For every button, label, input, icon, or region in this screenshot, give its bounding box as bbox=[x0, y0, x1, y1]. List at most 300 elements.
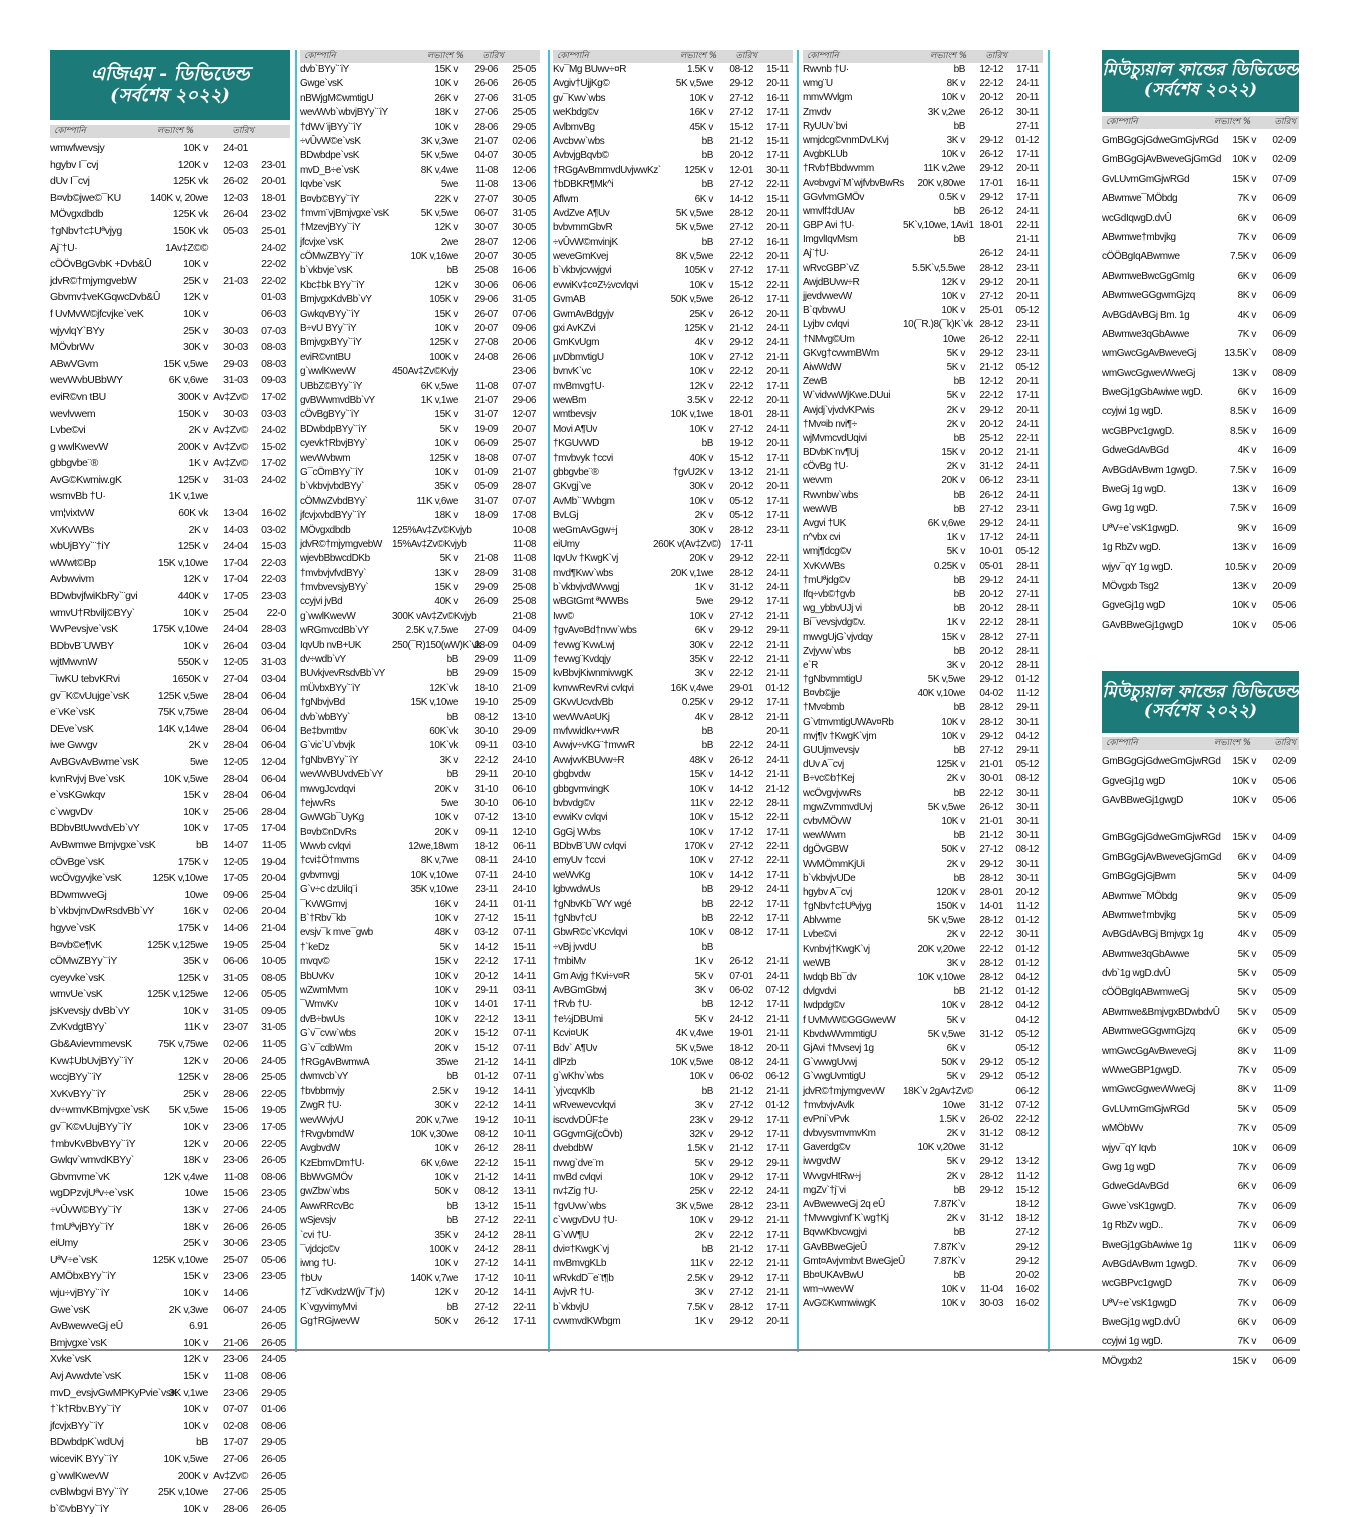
dividend-table bbox=[553, 63, 793, 1329]
table-row bbox=[50, 256, 290, 273]
record-date: 10-01 bbox=[979, 546, 1003, 558]
table-row bbox=[300, 164, 540, 178]
record-date: 21-07 bbox=[474, 135, 498, 147]
dividend-value: 5.5K`v,5.5we bbox=[912, 262, 965, 274]
dividend-value: 5K v bbox=[1237, 909, 1256, 921]
table-row bbox=[553, 106, 793, 120]
record-date: 22-12 bbox=[729, 366, 753, 378]
record-date: 16-09 bbox=[1272, 542, 1296, 554]
dividend-value: bB bbox=[953, 588, 965, 600]
dividend-value: 20K v bbox=[434, 1042, 458, 1054]
record-date: 20-07 bbox=[474, 251, 498, 263]
agm-date: 28-11 bbox=[1016, 617, 1039, 629]
dividend-value: 6K v bbox=[1237, 851, 1256, 863]
company-name: ABwVGvm bbox=[50, 357, 98, 370]
agm-date: 07-12 bbox=[765, 985, 789, 996]
record-date: 14-01 bbox=[979, 901, 1003, 913]
company-name: ccyjwi 1g wgD. bbox=[1102, 1336, 1163, 1348]
dividend-value: 125K v bbox=[684, 323, 713, 335]
record-date: 07-12 bbox=[474, 812, 498, 824]
table-row bbox=[50, 488, 290, 505]
agm-date: 05-06 bbox=[261, 1253, 286, 1266]
dividend-value: 10K v bbox=[183, 1004, 208, 1017]
agm-date: 23-11 bbox=[1016, 475, 1039, 487]
record-date: 22-12 bbox=[979, 929, 1003, 941]
record-date: 02-06 bbox=[223, 1038, 248, 1051]
table-row bbox=[553, 221, 793, 235]
dividend-value: 175K v bbox=[177, 921, 208, 934]
agm-date: 24-11 bbox=[1016, 574, 1039, 586]
company-name: wcGBPvc1gwgD. bbox=[1102, 425, 1175, 437]
agm-date: 06-04 bbox=[261, 689, 286, 702]
agm-date: 08-03 bbox=[261, 357, 286, 370]
table-row bbox=[553, 336, 793, 350]
dividend-value: 10.5K v bbox=[1224, 561, 1256, 573]
company-name: wmGwcGgwevWweGj bbox=[1102, 367, 1195, 379]
dividend-value: 50K v bbox=[434, 1186, 458, 1198]
company-name: cÖvBge`vsK bbox=[50, 855, 105, 868]
agm-date: 06-10 bbox=[512, 797, 536, 809]
table-row bbox=[50, 1136, 290, 1153]
dividend-value: 170K v bbox=[684, 841, 713, 853]
record-date: 29-12 bbox=[729, 1172, 753, 1184]
company-name: wjyv¯qY 1g wgD. bbox=[1102, 561, 1173, 573]
record-date: 20-12 bbox=[979, 645, 1003, 657]
record-date: 20-12 bbox=[979, 603, 1003, 615]
dividend-value: bB bbox=[701, 898, 713, 910]
company-name: Aj¨†U· bbox=[803, 248, 829, 260]
agm-date: 05-12 bbox=[1015, 361, 1039, 373]
record-date: 14-12 bbox=[474, 941, 498, 953]
agm-date: 11-12 bbox=[1016, 901, 1039, 913]
agm-date: 30-11 bbox=[1016, 858, 1039, 870]
title-main: এজিএম - ডিভিডেন্ড bbox=[90, 62, 250, 85]
agm-date: 22-12 bbox=[1015, 1113, 1039, 1125]
table-row bbox=[300, 1128, 540, 1142]
company-name: g wwlKwevW bbox=[50, 440, 108, 453]
table-row bbox=[50, 140, 290, 157]
table-row bbox=[553, 135, 793, 149]
agm-date: 06-04 bbox=[261, 789, 286, 802]
dividend-value: 18K v bbox=[434, 107, 458, 119]
record-date: 06-09 bbox=[1272, 1297, 1296, 1309]
record-date: 05-09 bbox=[474, 481, 498, 493]
table-row bbox=[50, 1484, 290, 1501]
record-date: 29-12 bbox=[729, 553, 753, 565]
dividend-value: 10K v bbox=[434, 1013, 458, 1025]
dividend-value: 5K v bbox=[694, 1013, 713, 1025]
company-name: Be‡bvmtbv bbox=[300, 725, 347, 737]
mutual-fund-table-1 bbox=[1102, 131, 1299, 635]
agm-date: 21-11 bbox=[766, 351, 789, 363]
dividend-value: 13K v bbox=[1232, 484, 1256, 496]
record-date: 31-05 bbox=[223, 971, 248, 984]
dividend-value: 1K v,1we bbox=[168, 490, 208, 503]
company-name: WvPevsjve`vsK bbox=[50, 623, 118, 636]
record-date: 14-12 bbox=[729, 869, 753, 881]
company-name: Kv¯Mg BUwv÷¤R bbox=[553, 64, 627, 75]
dividend-value: bB bbox=[195, 1436, 208, 1449]
record-date: 26-12 bbox=[979, 205, 1003, 217]
company-name: cyevk†RbvjBYy` bbox=[300, 438, 368, 450]
company-name: †mvbvyk †ccvi bbox=[553, 452, 613, 464]
agm-date: 18-12 bbox=[1015, 1199, 1039, 1210]
record-date: 28-12 bbox=[979, 972, 1003, 983]
agm-date bbox=[248, 1285, 286, 1302]
agm-date: 24-11 bbox=[766, 337, 789, 349]
dividend-value: bB bbox=[953, 745, 965, 756]
agm-date: 11-08 bbox=[513, 553, 536, 565]
table-row bbox=[50, 1019, 290, 1036]
record-date: 29-12 bbox=[979, 134, 1003, 146]
company-name: mvj¶v †KwgK`vjm bbox=[803, 730, 877, 742]
table-row bbox=[803, 673, 1043, 687]
record-date: 06-09 bbox=[1272, 231, 1296, 243]
company-name: ABwmweGGgwmGjzq bbox=[1102, 1026, 1195, 1038]
table-row bbox=[1102, 1158, 1299, 1177]
dividend-value: bB bbox=[953, 603, 965, 615]
agm-date: 23-11 bbox=[766, 524, 789, 536]
dividend-value: 20K v bbox=[434, 783, 458, 795]
company-name: Av¤bvgvi¨M`wjfvbvBwRs bbox=[803, 177, 904, 189]
agm-date: 16-02 bbox=[261, 507, 286, 520]
table-row bbox=[50, 854, 290, 871]
record-date: 30-06 bbox=[474, 279, 498, 291]
dividend-value: 4K v bbox=[1237, 309, 1256, 321]
agm-date: 03-02 bbox=[261, 523, 286, 536]
dividend-value: 20K v,7we bbox=[415, 1114, 458, 1126]
agm-date: 20-11 bbox=[1016, 276, 1039, 288]
table-row bbox=[300, 970, 540, 984]
dividend-value: 8K v,5we bbox=[675, 251, 713, 263]
company-name: Kvnbvj†KwgK`vj bbox=[803, 943, 870, 955]
record-date: 11-09 bbox=[1273, 1045, 1296, 1057]
company-name: weWB bbox=[803, 957, 831, 969]
dividend-value: 5K v,5we bbox=[927, 674, 965, 686]
company-name: mmvWvlgm bbox=[803, 92, 853, 104]
table-row bbox=[803, 886, 1043, 900]
company-name: Gwe`vsK bbox=[50, 1303, 90, 1316]
record-date: 19-09 bbox=[474, 423, 498, 435]
agm-date: 20-01 bbox=[261, 175, 286, 188]
agm-date: 20-11 bbox=[1016, 163, 1039, 175]
company-name: GwkqvBYy`¨iY bbox=[300, 308, 360, 320]
table-row bbox=[1102, 867, 1299, 886]
agm-date: 21-11 bbox=[766, 1085, 789, 1097]
company-name: eviR©vntBU bbox=[300, 351, 351, 363]
agm-date: 23-11 bbox=[1016, 319, 1039, 331]
dividend-value: 14K v,14we bbox=[157, 722, 208, 735]
dividend-value: 25K v bbox=[689, 1186, 713, 1198]
company-name: gv¯Kwv`wbs bbox=[553, 92, 606, 104]
table-row bbox=[803, 772, 1043, 786]
agm-date: 04-09 bbox=[512, 639, 536, 651]
company-name: GmBGgGjGdweGmGjwRGd bbox=[1102, 756, 1221, 768]
table-row bbox=[1102, 1003, 1299, 1022]
table-row bbox=[803, 943, 1043, 957]
record-date: 26-12 bbox=[729, 294, 753, 306]
agm-date: 23-02 bbox=[261, 208, 286, 221]
record-date: 30-03 bbox=[223, 341, 248, 354]
dividend-value: 125K v bbox=[429, 452, 458, 464]
company-name: AwjdBUvw÷R bbox=[803, 276, 860, 288]
dividend-value: bB bbox=[446, 769, 458, 781]
dividend-value: 200K v bbox=[177, 1469, 208, 1482]
dividend-value: 9K v bbox=[1237, 890, 1256, 902]
dividend-value: 5K v bbox=[439, 941, 458, 953]
table-row bbox=[300, 308, 540, 322]
agm-date: 04-12 bbox=[1015, 1000, 1039, 1012]
table-row bbox=[300, 581, 540, 595]
dividend-value: 250(¯R)150(wW)K`vk bbox=[392, 639, 481, 651]
record-date: 25-01 bbox=[979, 305, 1003, 317]
company-name: evPni`vPvk bbox=[803, 1113, 850, 1125]
table-row bbox=[1102, 791, 1299, 810]
agm-date: 20-12 bbox=[1015, 886, 1039, 898]
agm-date: 29-11 bbox=[1016, 745, 1039, 756]
company-name: b`vkbvjnvDwRsdvBb`vY bbox=[50, 905, 155, 918]
table-row bbox=[300, 1214, 540, 1228]
agm-date: 17-11 bbox=[1016, 191, 1039, 203]
record-date: 28-12 bbox=[979, 957, 1003, 969]
dividend-value: 13.5K`v bbox=[1224, 348, 1256, 360]
table-row bbox=[50, 1169, 290, 1186]
record-date: 22-12 bbox=[474, 754, 498, 766]
company-name: †bUv bbox=[300, 1272, 322, 1284]
table-row bbox=[553, 811, 793, 825]
record-date: 28-12 bbox=[979, 1170, 1003, 1182]
company-name: †gvUvw`wbs bbox=[553, 1200, 606, 1212]
table-row bbox=[553, 1027, 793, 1041]
agm-date: 28-11 bbox=[1016, 603, 1039, 615]
record-date: 27-12 bbox=[474, 1215, 498, 1227]
table-row bbox=[50, 1086, 290, 1103]
record-date bbox=[965, 1085, 1003, 1099]
company-name: BDbvB¨UW cvlqvi bbox=[553, 841, 626, 853]
record-date: 17-12 bbox=[729, 826, 753, 838]
table-row bbox=[553, 840, 793, 854]
dividend-value: 5K v bbox=[439, 553, 458, 565]
table-row bbox=[300, 826, 540, 840]
table-header bbox=[553, 50, 793, 63]
dividend-value: 25K v bbox=[183, 274, 208, 287]
agm-date: 10-11 bbox=[513, 1272, 536, 1284]
dividend-value: 5K v bbox=[439, 423, 458, 435]
table-row bbox=[300, 783, 540, 797]
table-row bbox=[803, 616, 1043, 630]
agm-date: 24-11 bbox=[766, 582, 789, 594]
agm-date: 24-11 bbox=[1016, 461, 1039, 473]
table-row bbox=[300, 63, 540, 77]
dividend-value: 5K v bbox=[1237, 1103, 1256, 1115]
dividend-value: 2K v bbox=[946, 1128, 965, 1140]
table-row bbox=[553, 408, 793, 422]
company-name: AvG©KwmwiwgK bbox=[803, 1298, 876, 1310]
company-name: weKbdg©v bbox=[553, 107, 599, 119]
company-name: jdvR©†mjymgvevW bbox=[803, 1085, 885, 1097]
dividend-value: 18K`v 2gAv‡Zv© bbox=[903, 1085, 973, 1097]
agm-date: 28-11 bbox=[1016, 560, 1039, 572]
dividend-value: 10K v,1we bbox=[670, 409, 713, 421]
agm-date: 27-11 bbox=[1016, 588, 1039, 600]
record-date: 03-12 bbox=[474, 927, 498, 939]
table-row bbox=[803, 1283, 1043, 1297]
dividend-value: 10K v bbox=[941, 1284, 965, 1296]
company-name: AvBGdAvBwm 1gwgD. bbox=[1102, 464, 1198, 476]
table-row bbox=[50, 339, 290, 356]
record-date bbox=[965, 1198, 1003, 1212]
agm-date: 17-11 bbox=[766, 596, 789, 608]
record-date: 22-12 bbox=[729, 380, 753, 392]
table-row bbox=[803, 120, 1043, 134]
table-row bbox=[300, 236, 540, 250]
dividend-value: 2.5K v,7.5we bbox=[405, 625, 458, 637]
agm-date: 10-08 bbox=[512, 524, 536, 536]
record-date: 07-01 bbox=[729, 970, 753, 982]
record-date: 12-12 bbox=[729, 999, 753, 1011]
table-row bbox=[50, 1368, 290, 1385]
agm-date: 23-11 bbox=[766, 1200, 789, 1212]
dividend-value: 6K v bbox=[1237, 1181, 1256, 1193]
dividend-value: bB bbox=[953, 376, 965, 388]
table-row bbox=[553, 1128, 793, 1142]
table-row bbox=[300, 351, 540, 365]
company-name: b`vkbvjvUDe bbox=[803, 872, 856, 884]
record-date: 21-12 bbox=[729, 135, 753, 147]
company-name: wjMvmcvdUqivi bbox=[803, 432, 867, 444]
company-name: kvBbvjKiwnmivwgK bbox=[553, 668, 633, 680]
agm-date: 30-11 bbox=[1016, 106, 1039, 118]
table-row bbox=[553, 595, 793, 609]
agm-date: 24-02 bbox=[261, 473, 286, 486]
company-name: GjAvi †Mvsevj 1g bbox=[803, 1042, 874, 1054]
record-date: 17-01 bbox=[979, 177, 1003, 189]
agm-date: 15-11 bbox=[766, 193, 789, 205]
agm-date: 30-11 bbox=[1016, 815, 1039, 827]
company-name: Avbwvivm bbox=[50, 573, 94, 586]
company-name: Iwdqb Bb¯dv bbox=[803, 972, 857, 983]
agm-date: 24-10 bbox=[512, 855, 536, 867]
agm-date: 17-11 bbox=[766, 697, 789, 709]
company-name: †Rvb †U· bbox=[553, 999, 593, 1011]
table-row bbox=[300, 437, 540, 451]
agm-date: 01-12 bbox=[765, 682, 789, 694]
record-date: 25-06 bbox=[223, 805, 248, 818]
record-date: 27-12 bbox=[729, 107, 753, 119]
agm-date: 11-05 bbox=[261, 1038, 286, 1051]
company-name: BDwmwveGj bbox=[50, 888, 107, 901]
record-date: 28-09 bbox=[474, 567, 498, 579]
record-date: 06-09 bbox=[1272, 212, 1296, 224]
dividend-value: 35K v bbox=[689, 654, 713, 666]
agm-date: 20-02 bbox=[1015, 1269, 1039, 1281]
agm-date: 06-12 bbox=[765, 1071, 789, 1083]
record-date: 17-05 bbox=[223, 822, 248, 835]
dividend-value: 1K v bbox=[694, 1315, 713, 1327]
agm-date: 26-05 bbox=[261, 1220, 286, 1233]
record-date: 21-12 bbox=[979, 830, 1003, 842]
company-name: b`vkbvje`vsK bbox=[300, 265, 353, 277]
table-row bbox=[1102, 1332, 1299, 1351]
agm-date: 13-11 bbox=[513, 1186, 536, 1198]
agm-date: 14-11 bbox=[513, 970, 536, 982]
table-row bbox=[50, 1202, 290, 1219]
dividend-value: 12K v bbox=[183, 1353, 208, 1366]
table-row bbox=[50, 1418, 290, 1435]
table-row bbox=[1102, 1274, 1299, 1293]
table-row bbox=[300, 711, 540, 725]
dividend-value: 18K v bbox=[183, 1154, 208, 1167]
table-row bbox=[50, 605, 290, 622]
table-row bbox=[553, 495, 793, 509]
company-name: Avj Avwdvte`vsK bbox=[50, 1369, 122, 1382]
dividend-value: 5K v,5we bbox=[168, 1104, 208, 1117]
record-date: 05-06 bbox=[1272, 600, 1296, 612]
company-name: mvD_evsjvGwMPKyPvie`vsK bbox=[50, 1386, 178, 1399]
company-name: G`vwgUvmtigU bbox=[803, 1071, 866, 1083]
table-row bbox=[50, 1351, 290, 1368]
dividend-value: 30K v bbox=[689, 639, 713, 651]
record-date: 13-04 bbox=[223, 507, 248, 520]
table-row bbox=[50, 206, 290, 223]
agm-date: 23-01 bbox=[261, 158, 286, 171]
record-date: 17-04 bbox=[223, 573, 248, 586]
dividend-value: 7K v bbox=[1237, 1278, 1256, 1290]
dividend-value: 30K v bbox=[689, 524, 713, 536]
dividend-value: 8K v,7we bbox=[420, 855, 458, 867]
table-row bbox=[1102, 772, 1299, 791]
record-date: 11-08 bbox=[475, 380, 498, 392]
record-date: 21-08 bbox=[474, 553, 498, 565]
dividend-value: 7K v bbox=[1237, 1123, 1256, 1135]
table-row bbox=[553, 1185, 793, 1199]
company-name: wRvewevcvlqvi bbox=[553, 1100, 616, 1112]
company-name: lgbvwdwUs bbox=[553, 884, 600, 896]
company-name: wRGmvcdBb`vY bbox=[300, 625, 369, 637]
record-date: 20-12 bbox=[474, 970, 498, 982]
record-date: 26-06 bbox=[223, 1220, 248, 1233]
record-date: 29-12 bbox=[979, 730, 1003, 742]
dividend-value: 15K v bbox=[434, 64, 458, 75]
record-date: 06-09 bbox=[1272, 1220, 1296, 1232]
dividend-value: 6K v bbox=[1237, 387, 1256, 399]
company-name: hgybv A¯cvj bbox=[803, 886, 852, 898]
table-row bbox=[50, 1252, 290, 1269]
company-name: dvb`wbBYy` bbox=[300, 711, 350, 723]
company-name: bvbvdg©v bbox=[553, 797, 595, 809]
dividend-value: 2K v bbox=[946, 1213, 965, 1225]
dividend-value: 125K v,125we bbox=[147, 938, 208, 951]
agm-date: 23-11 bbox=[1016, 347, 1039, 359]
table-row bbox=[300, 193, 540, 207]
record-date: 29-12 bbox=[979, 163, 1003, 175]
agm-date: 17-04 bbox=[261, 822, 286, 835]
record-date: 07-09 bbox=[1272, 173, 1296, 185]
company-name: Kvw‡UbUvjBYy`¨iY bbox=[50, 1054, 134, 1067]
record-date: 27-06 bbox=[474, 92, 498, 104]
record-date: 17-05 bbox=[223, 590, 248, 603]
table-row bbox=[553, 250, 793, 264]
agm-date: 17-11 bbox=[766, 150, 789, 162]
dividend-value: 3K v,5we bbox=[675, 1200, 713, 1212]
record-date: 20-06 bbox=[223, 1054, 248, 1067]
company-name: mvBd cvlqvi bbox=[553, 1172, 602, 1184]
dividend-value: bB bbox=[953, 120, 965, 132]
table-row bbox=[50, 1235, 290, 1252]
record-date: 05-12 bbox=[729, 510, 753, 522]
record-date: 09-11 bbox=[475, 740, 498, 752]
record-date bbox=[208, 240, 248, 257]
